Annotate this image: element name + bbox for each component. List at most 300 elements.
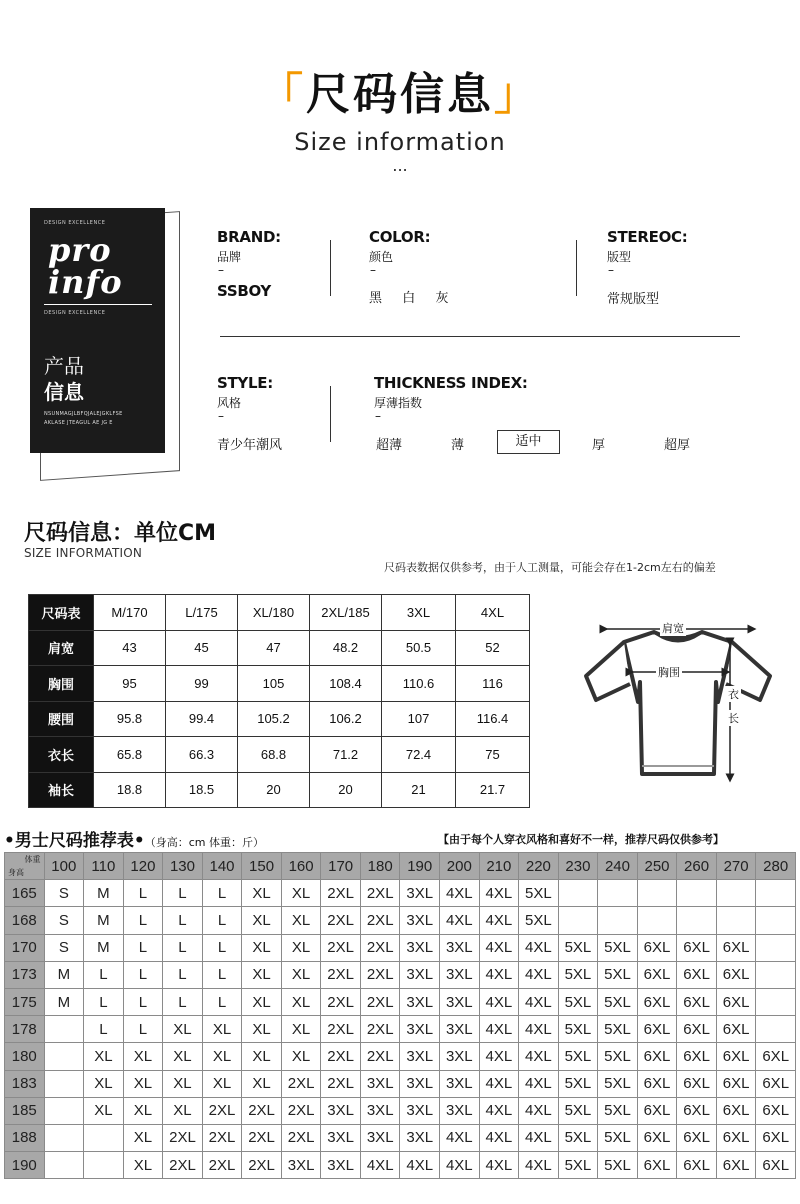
- size-cell: 3XL: [400, 961, 440, 988]
- size-cell: XL: [281, 961, 321, 988]
- page-subtitle: Size information: [294, 128, 506, 156]
- size-cell: [716, 880, 756, 907]
- size-cell: L: [123, 934, 163, 961]
- size-cell: XL: [163, 1043, 203, 1070]
- size-cell: 6XL: [637, 934, 677, 961]
- weight-header: 130: [163, 853, 203, 880]
- size-cell: 5XL: [558, 961, 598, 988]
- color-cn: 颜色: [369, 250, 394, 264]
- table-row: [5, 880, 796, 907]
- table-cell: 18.8: [94, 772, 166, 808]
- weight-header: 160: [281, 853, 321, 880]
- length-label-2: 长: [728, 712, 739, 725]
- weight-header: 120: [123, 853, 163, 880]
- size-cell: 5XL: [598, 1016, 638, 1043]
- thickness-option-thin: 薄: [451, 438, 465, 453]
- size-col: 3XL: [382, 595, 456, 631]
- size-cell: [677, 907, 717, 934]
- table-row: [5, 961, 796, 988]
- size-cell: [558, 880, 598, 907]
- size-cell: 2XL: [163, 1152, 203, 1179]
- height-header: 170: [5, 934, 45, 961]
- size-cell: 3XL: [400, 1016, 440, 1043]
- size-cell: 3XL: [400, 880, 440, 907]
- table-cell: 71.2: [310, 737, 382, 773]
- recommend-unit: （身高：cm 体重：斤）: [144, 836, 264, 849]
- measurement-row-chest: [29, 666, 530, 702]
- measurement-corner: 尺码表: [29, 595, 94, 631]
- size-cell: 4XL: [519, 1124, 559, 1151]
- size-cell: L: [202, 934, 242, 961]
- size-cell: XL: [242, 961, 282, 988]
- size-cell: 6XL: [716, 961, 756, 988]
- size-cell: 4XL: [440, 1124, 480, 1151]
- size-cell: 3XL: [281, 1152, 321, 1179]
- table-cell: 18.5: [166, 772, 238, 808]
- brand-label: BRAND:: [217, 228, 281, 246]
- size-cell: 4XL: [479, 1016, 519, 1043]
- size-cell: 2XL: [242, 1097, 282, 1124]
- size-cell: S: [44, 934, 84, 961]
- size-cell: 4XL: [519, 1152, 559, 1179]
- weight-header: 170: [321, 853, 361, 880]
- recommend-table: [4, 852, 796, 1179]
- size-cell: 6XL: [677, 1152, 717, 1179]
- size-section-subtitle: SIZE INFORMATION: [24, 546, 143, 560]
- size-cell: 4XL: [479, 988, 519, 1015]
- title-bracket-right: 」: [494, 69, 541, 120]
- info-divider-2: [576, 240, 577, 296]
- size-cell: 6XL: [716, 988, 756, 1015]
- weight-header: 270: [716, 853, 756, 880]
- size-cell: XL: [163, 1016, 203, 1043]
- size-cell: 3XL: [440, 1070, 480, 1097]
- size-cell: XL: [242, 934, 282, 961]
- size-cell: 4XL: [519, 1070, 559, 1097]
- measurement-row-shoulder: [29, 630, 530, 666]
- size-cell: [756, 907, 796, 934]
- size-cell: XL: [281, 988, 321, 1015]
- info-divider-3: [330, 386, 331, 442]
- thickness-cn: 厚薄指数: [374, 396, 423, 410]
- book-cover: [30, 208, 165, 453]
- size-cell: [44, 1097, 84, 1124]
- size-cell: 6XL: [716, 1016, 756, 1043]
- table-row: [5, 988, 796, 1015]
- weight-header: 140: [202, 853, 242, 880]
- size-cell: 2XL: [321, 1016, 361, 1043]
- size-cell: 6XL: [716, 1152, 756, 1179]
- book-pro-text: [48, 231, 123, 301]
- size-cell: 6XL: [637, 1097, 677, 1124]
- info-divider-1: [330, 240, 331, 296]
- size-cell: XL: [242, 907, 282, 934]
- table-row: [5, 1070, 796, 1097]
- size-cell: 5XL: [519, 907, 559, 934]
- size-cell: XL: [281, 934, 321, 961]
- style-dash: –: [218, 409, 224, 423]
- size-cell: S: [44, 907, 84, 934]
- table-cell: 105.2: [238, 701, 310, 737]
- size-col: 2XL/185: [310, 595, 382, 631]
- size-cell: 3XL: [400, 934, 440, 961]
- size-cell: 2XL: [360, 907, 400, 934]
- height-header: 168: [5, 907, 45, 934]
- size-cell: L: [202, 880, 242, 907]
- book-cn-line2: 信息: [44, 380, 84, 404]
- size-cell: 5XL: [558, 988, 598, 1015]
- size-cell: [677, 880, 717, 907]
- size-cell: 2XL: [360, 988, 400, 1015]
- size-cell: XL: [242, 1016, 282, 1043]
- style-value: 青少年潮风: [217, 438, 283, 453]
- size-cell: L: [163, 907, 203, 934]
- size-cell: 3XL: [400, 1070, 440, 1097]
- book-line: [44, 304, 152, 305]
- size-cell: XL: [242, 988, 282, 1015]
- size-cell: 4XL: [400, 1152, 440, 1179]
- size-cell: L: [84, 1016, 124, 1043]
- size-cell: [44, 1043, 84, 1070]
- style-label: STYLE:: [217, 374, 273, 392]
- row-label: 衣长: [29, 737, 94, 773]
- table-cell: 72.4: [382, 737, 456, 773]
- table-cell: 21: [382, 772, 456, 808]
- height-header: 175: [5, 988, 45, 1015]
- size-cell: L: [123, 907, 163, 934]
- size-cell: XL: [123, 1124, 163, 1151]
- size-cell: 5XL: [598, 961, 638, 988]
- size-col: M/170: [94, 595, 166, 631]
- size-cell: 4XL: [479, 1152, 519, 1179]
- size-cell: 6XL: [716, 1124, 756, 1151]
- size-cell: 5XL: [558, 1124, 598, 1151]
- weight-header: 180: [360, 853, 400, 880]
- size-cell: 3XL: [440, 1097, 480, 1124]
- size-cell: XL: [202, 1016, 242, 1043]
- weight-header: 230: [558, 853, 598, 880]
- size-cell: 5XL: [519, 880, 559, 907]
- size-col: 4XL: [456, 595, 530, 631]
- size-cell: 2XL: [360, 961, 400, 988]
- table-row: [5, 1152, 796, 1179]
- size-cell: 4XL: [360, 1152, 400, 1179]
- size-cell: XL: [123, 1097, 163, 1124]
- corner-height: 身高: [8, 868, 24, 878]
- height-header: 173: [5, 961, 45, 988]
- table-cell: 106.2: [310, 701, 382, 737]
- table-cell: 107: [382, 701, 456, 737]
- size-cell: 2XL: [321, 961, 361, 988]
- size-cell: 6XL: [756, 1070, 796, 1097]
- row-label: 腰围: [29, 701, 94, 737]
- size-cell: 4XL: [519, 961, 559, 988]
- weight-header: 110: [84, 853, 124, 880]
- size-cell: 4XL: [479, 880, 519, 907]
- size-cell: L: [202, 907, 242, 934]
- thickness-option-ultrathin: 超薄: [376, 438, 403, 453]
- size-cell: 6XL: [677, 1124, 717, 1151]
- size-cell: 2XL: [202, 1124, 242, 1151]
- size-cell: 2XL: [321, 1070, 361, 1097]
- size-cell: 6XL: [677, 1070, 717, 1097]
- size-cell: 4XL: [440, 1152, 480, 1179]
- size-cell: 5XL: [598, 934, 638, 961]
- length-label-1: 衣: [728, 688, 739, 701]
- weight-header: 210: [479, 853, 519, 880]
- size-cell: 3XL: [360, 1124, 400, 1151]
- size-cell: XL: [163, 1097, 203, 1124]
- book-cn-line1: 产品: [44, 354, 84, 378]
- size-cell: L: [202, 961, 242, 988]
- recommend-note: 【由于每个人穿衣风格和喜好不一样，推荐尺码仅供参考】: [438, 833, 724, 846]
- size-cell: [44, 1124, 84, 1151]
- table-cell: 116: [456, 666, 530, 702]
- size-cell: 3XL: [360, 1097, 400, 1124]
- table-cell: 20: [238, 772, 310, 808]
- size-cell: XL: [242, 1043, 282, 1070]
- size-cell: L: [202, 988, 242, 1015]
- size-cell: XL: [163, 1070, 203, 1097]
- size-cell: L: [163, 961, 203, 988]
- size-cell: 5XL: [558, 934, 598, 961]
- size-cell: XL: [281, 907, 321, 934]
- table-row: [5, 1016, 796, 1043]
- size-cell: 6XL: [637, 1016, 677, 1043]
- size-cell: 6XL: [756, 1097, 796, 1124]
- chest-label: 胸围: [658, 666, 680, 679]
- size-cell: 6XL: [716, 934, 756, 961]
- size-cell: 4XL: [479, 934, 519, 961]
- table-row: [5, 907, 796, 934]
- book-pro: pro: [48, 231, 112, 269]
- table-cell: 48.2: [310, 630, 382, 666]
- size-cell: 3XL: [440, 961, 480, 988]
- weight-header: 220: [519, 853, 559, 880]
- size-cell: [756, 934, 796, 961]
- height-header: 183: [5, 1070, 45, 1097]
- size-cell: 5XL: [598, 1043, 638, 1070]
- height-header: 190: [5, 1152, 45, 1179]
- stereo-label: STEREOC:: [607, 228, 688, 246]
- table-cell: 52: [456, 630, 530, 666]
- size-cell: M: [84, 907, 124, 934]
- size-cell: 6XL: [716, 1043, 756, 1070]
- size-cell: XL: [84, 1043, 124, 1070]
- size-cell: 5XL: [558, 1070, 598, 1097]
- size-cell: 4XL: [519, 1043, 559, 1070]
- table-cell: 75: [456, 737, 530, 773]
- title-text: 尺码信息: [306, 69, 494, 120]
- thickness-option-ultrathick: 超厚: [664, 438, 691, 453]
- size-cell: 3XL: [400, 988, 440, 1015]
- weight-header: 250: [637, 853, 677, 880]
- size-cell: [716, 907, 756, 934]
- size-cell: [756, 1016, 796, 1043]
- size-cell: 3XL: [400, 1124, 440, 1151]
- size-cell: XL: [242, 1070, 282, 1097]
- size-cell: 2XL: [360, 1043, 400, 1070]
- size-cell: 6XL: [756, 1043, 796, 1070]
- size-cell: 6XL: [677, 961, 717, 988]
- size-cell: 4XL: [479, 1070, 519, 1097]
- measurement-row-length: [29, 737, 530, 773]
- size-cell: 6XL: [716, 1097, 756, 1124]
- size-section-note: 尺码表数据仅供参考，由于人工测量，可能会存在1-2cm左右的偏差: [384, 561, 716, 574]
- thickness-option-thick: 厚: [592, 438, 606, 453]
- size-cell: XL: [202, 1070, 242, 1097]
- thickness-label: THICKNESS INDEX:: [374, 374, 528, 392]
- style-cn: 风格: [217, 396, 242, 410]
- table-cell: 21.7: [456, 772, 530, 808]
- size-cell: 2XL: [321, 907, 361, 934]
- size-cell: XL: [242, 880, 282, 907]
- table-cell: 99.4: [166, 701, 238, 737]
- tshirt-diagram: [578, 614, 778, 784]
- weight-header: 260: [677, 853, 717, 880]
- size-cell: 2XL: [360, 1016, 400, 1043]
- size-cell: 2XL: [242, 1152, 282, 1179]
- size-cell: [44, 1152, 84, 1179]
- size-cell: M: [84, 934, 124, 961]
- size-cell: 4XL: [479, 907, 519, 934]
- row-label: 袖长: [29, 772, 94, 808]
- size-cell: 2XL: [360, 934, 400, 961]
- size-cell: 6XL: [677, 1043, 717, 1070]
- table-row: [5, 1097, 796, 1124]
- book-info: info: [48, 263, 123, 301]
- thickness-option-medium-selected: 适中: [497, 430, 560, 454]
- table-cell: 45: [166, 630, 238, 666]
- size-cell: 5XL: [598, 1152, 638, 1179]
- table-cell: 105: [238, 666, 310, 702]
- size-cell: M: [44, 988, 84, 1015]
- shoulder-label: 肩宽: [662, 622, 684, 635]
- table-cell: 43: [94, 630, 166, 666]
- size-cell: 5XL: [558, 1097, 598, 1124]
- size-cell: 2XL: [360, 880, 400, 907]
- size-cell: 2XL: [321, 988, 361, 1015]
- size-cell: L: [84, 961, 124, 988]
- size-cell: 4XL: [519, 1097, 559, 1124]
- size-cell: 2XL: [202, 1097, 242, 1124]
- weight-header: 150: [242, 853, 282, 880]
- size-cell: L: [123, 961, 163, 988]
- size-cell: 6XL: [637, 961, 677, 988]
- size-cell: [44, 1016, 84, 1043]
- size-cell: 3XL: [440, 1016, 480, 1043]
- table-cell: 50.5: [382, 630, 456, 666]
- size-cell: 6XL: [637, 1152, 677, 1179]
- height-header: 188: [5, 1124, 45, 1151]
- size-cell: 3XL: [321, 1124, 361, 1151]
- size-cell: [84, 1152, 124, 1179]
- table-cell: 68.8: [238, 737, 310, 773]
- weight-header: 200: [440, 853, 480, 880]
- size-cell: M: [84, 880, 124, 907]
- table-row: [5, 1043, 796, 1070]
- brand-value: SSBOY: [217, 282, 271, 300]
- size-cell: 5XL: [558, 1043, 598, 1070]
- weight-header: 100: [44, 853, 84, 880]
- size-cell: XL: [84, 1097, 124, 1124]
- size-cell: M: [44, 961, 84, 988]
- size-cell: 4XL: [479, 961, 519, 988]
- size-cell: 5XL: [598, 1124, 638, 1151]
- info-horizontal-divider: [220, 336, 740, 337]
- measurement-row-sleeve: [29, 772, 530, 808]
- size-cell: L: [123, 880, 163, 907]
- title-bracket-left: 「: [259, 69, 306, 120]
- size-cell: XL: [123, 1043, 163, 1070]
- size-cell: [637, 880, 677, 907]
- size-cell: L: [163, 934, 203, 961]
- size-cell: L: [163, 880, 203, 907]
- size-cell: XL: [202, 1043, 242, 1070]
- table-cell: 108.4: [310, 666, 382, 702]
- size-cell: 6XL: [677, 988, 717, 1015]
- size-cell: [84, 1124, 124, 1151]
- stereo-dash: –: [608, 263, 614, 277]
- color-label: COLOR:: [369, 228, 431, 246]
- size-cell: [558, 907, 598, 934]
- size-cell: 3XL: [440, 1043, 480, 1070]
- size-cell: XL: [123, 1070, 163, 1097]
- height-header: 180: [5, 1043, 45, 1070]
- size-cell: 6XL: [677, 1016, 717, 1043]
- row-label: 肩宽: [29, 630, 94, 666]
- weight-header: 280: [756, 853, 796, 880]
- size-cell: [44, 1070, 84, 1097]
- subtitle-dots: ...: [392, 156, 408, 175]
- corner-weight: 体重: [24, 855, 41, 864]
- size-cell: 3XL: [400, 1097, 440, 1124]
- measurement-header-row: [29, 595, 530, 631]
- size-cell: 3XL: [321, 1152, 361, 1179]
- size-cell: [756, 961, 796, 988]
- size-cell: 2XL: [281, 1124, 321, 1151]
- size-cell: 4XL: [519, 1016, 559, 1043]
- table-cell: 65.8: [94, 737, 166, 773]
- size-cell: 4XL: [479, 1124, 519, 1151]
- recommend-corner: [5, 853, 45, 880]
- size-cell: 5XL: [558, 1016, 598, 1043]
- size-cell: 5XL: [598, 1097, 638, 1124]
- size-cell: 6XL: [637, 1124, 677, 1151]
- size-cell: 2XL: [242, 1124, 282, 1151]
- size-cell: 3XL: [400, 1043, 440, 1070]
- table-cell: 116.4: [456, 701, 530, 737]
- size-cell: S: [44, 880, 84, 907]
- recommend-title-text: •男士尺码推荐表•: [4, 831, 145, 851]
- size-cell: 6XL: [637, 1070, 677, 1097]
- color-value: 黑 白 灰: [369, 291, 449, 306]
- table-row: [5, 934, 796, 961]
- size-cell: L: [123, 1016, 163, 1043]
- recommend-title: [4, 826, 264, 851]
- weight-header: 190: [400, 853, 440, 880]
- height-header: 165: [5, 880, 45, 907]
- size-cell: 5XL: [558, 1152, 598, 1179]
- recommend-header-row: [5, 853, 796, 880]
- size-cell: [598, 907, 638, 934]
- size-cell: 6XL: [637, 1043, 677, 1070]
- size-cell: 5XL: [598, 988, 638, 1015]
- table-cell: 99: [166, 666, 238, 702]
- size-cell: 4XL: [440, 907, 480, 934]
- size-cell: 4XL: [519, 934, 559, 961]
- stereo-cn: 版型: [607, 250, 632, 264]
